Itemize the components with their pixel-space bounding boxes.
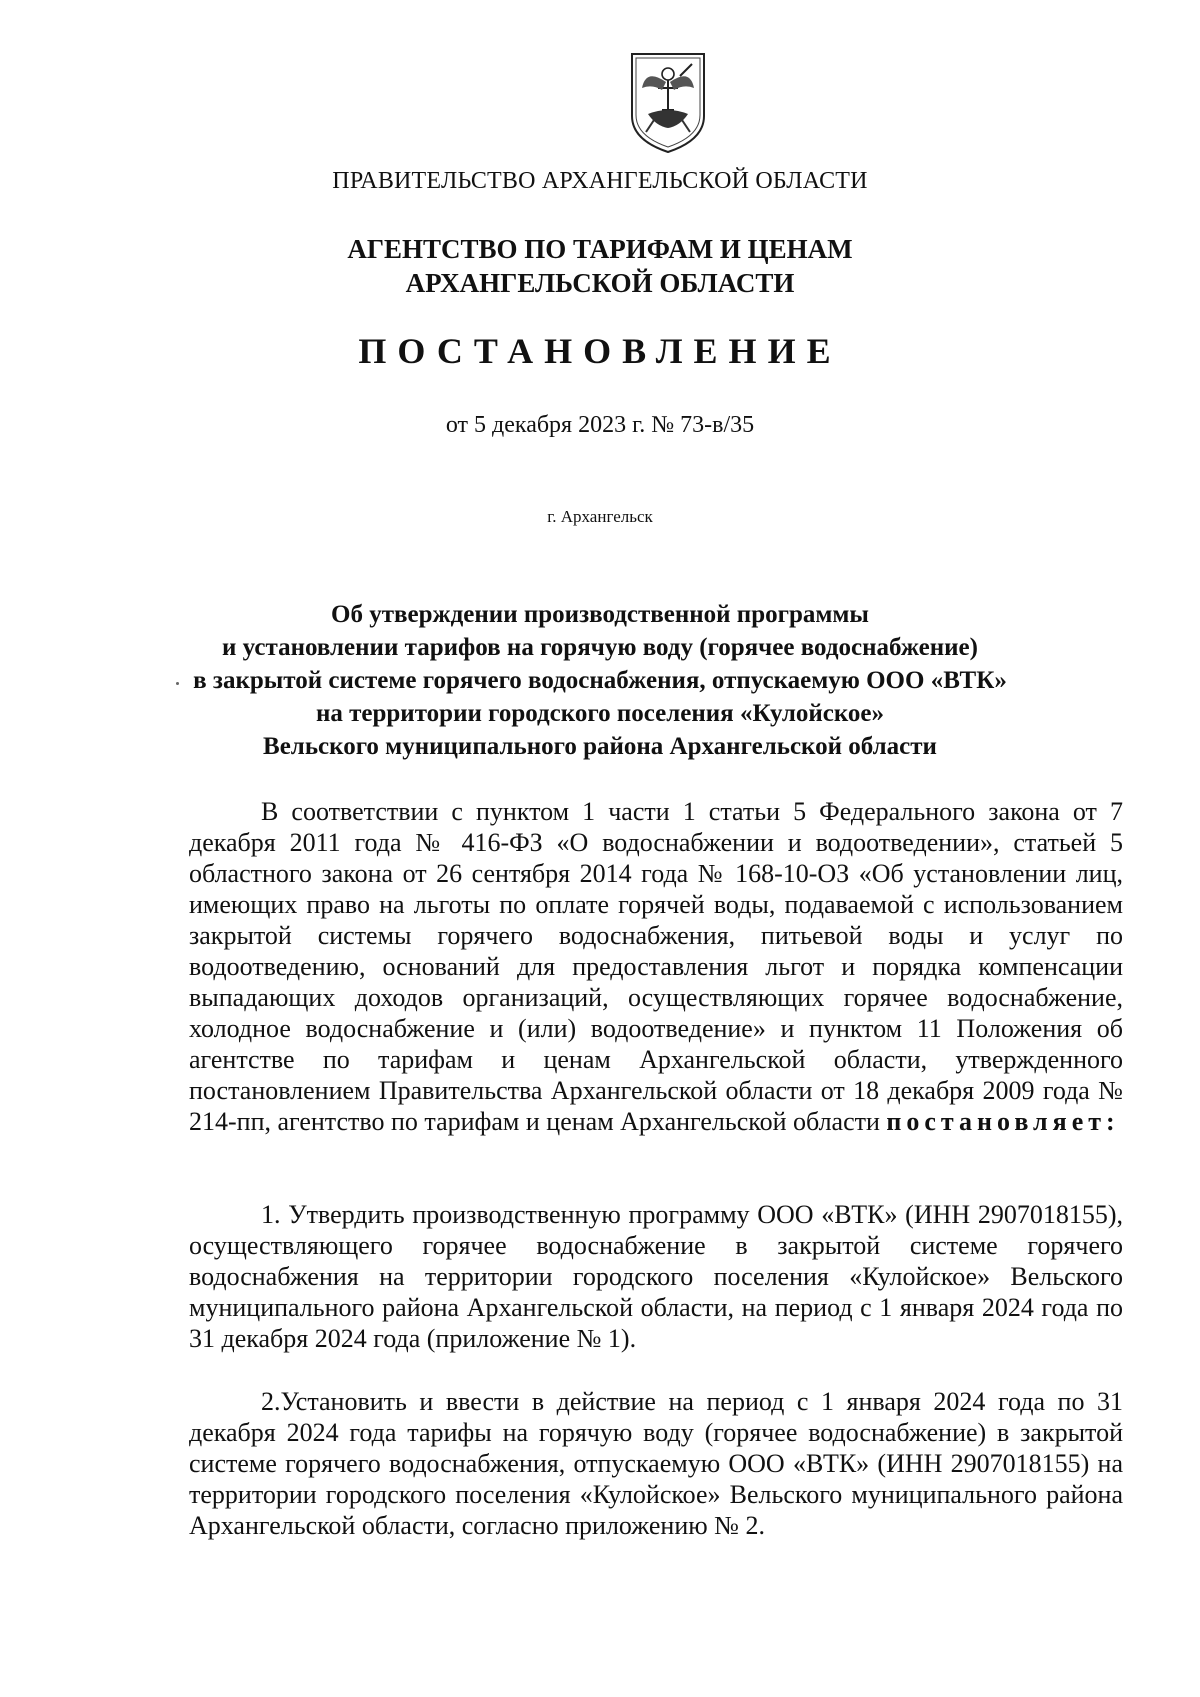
preamble-text: В соответствии с пунктом 1 части 1 статьи 5 Федерального закона от 7 декабря 2011 года № 416-ФЗ «О водоснабжении и водоотведении», статьей 5 областного закона от 26 сентября 2014 года № 168-10-ОЗ «Об установлении лиц, имеющих право на льготы по оплате горячей воды, подаваемой с использованием закрытой системы горячего водоснабжения, питьевой воды и услуг по водоотведению, оснований для предоставления льгот и порядка компенсации выпадающих доходов организаций, осуществляющих горячее водоснабжение, холодное водоснабжение и (или) водоотведение» и пунктом 11 Положения об агентстве по тарифам и ценам Архангельской области, утвержденного постановлением Правительства Архангельской области от 18 декабря 2009 года № 214-пп, агентство по тарифам и ценам Архангельской области bbox=[189, 797, 1123, 1136]
preamble-paragraph bbox=[189, 796, 1123, 1137]
clause-2-paragraph bbox=[189, 1386, 1123, 1541]
document-title bbox=[0, 598, 1200, 763]
agency-name-line-1: АГЕНТСТВО ПО ТАРИФАМ И ЦЕНАМ bbox=[347, 234, 853, 264]
agency-name-line-2: АРХАНГЕЛЬСКОЙ ОБЛАСТИ bbox=[405, 268, 795, 298]
government-name: ПРАВИТЕЛЬСТВО АРХАНГЕЛЬСКОЙ ОБЛАСТИ bbox=[332, 168, 868, 194]
document-city: г. Архангельск bbox=[547, 507, 653, 526]
title-line-3: в закрытой системе горячего водоснабжения, отпускаемую ООО «ВТК» bbox=[193, 667, 1007, 694]
clause-1-paragraph bbox=[189, 1199, 1123, 1354]
coat-of-arms-icon bbox=[628, 48, 708, 156]
clause-2-text: 2.Установить и ввести в действие на период с 1 января 2024 года по 31 декабря 2024 года тарифы на горячую воду (горячее водоснабжение) в закрытой системе горячего водоснабжения, отпускаемую ООО «ВТК» (ИНН 2907018155) на территории городского поселения «Кулойское» Вельского муниципального района Архангельской области, согласно приложению № 2. bbox=[189, 1387, 1123, 1540]
document-type: ПОСТАНОВЛЕНИЕ bbox=[358, 331, 842, 371]
decree-keyword: постановляет: bbox=[886, 1107, 1120, 1136]
document-date-number: от 5 декабря 2023 г. № 73-в/35 bbox=[445, 412, 755, 438]
title-line-4: на территории городского поселения «Кулойское» bbox=[315, 700, 885, 727]
title-line-2: и установлении тарифов на горячую воду (горячее водоснабжение) bbox=[222, 634, 978, 661]
clause-1-text: 1. Утвердить производственную программу ООО «ВТК» (ИНН 2907018155), осуществляющего горячее водоснабжение в закрытой системе горячего водоснабжения на территории городского поселения «Кулойское» Вельского муниципального района Архангельской области, на период с 1 января 2024 года по 31 декабря 2024 года (приложение № 1). bbox=[189, 1200, 1123, 1353]
title-line-1: Об утверждении производственной программы bbox=[331, 601, 869, 628]
agency-name bbox=[0, 232, 1200, 300]
title-line-5: Вельского муниципального района Архангельской области bbox=[263, 733, 937, 760]
